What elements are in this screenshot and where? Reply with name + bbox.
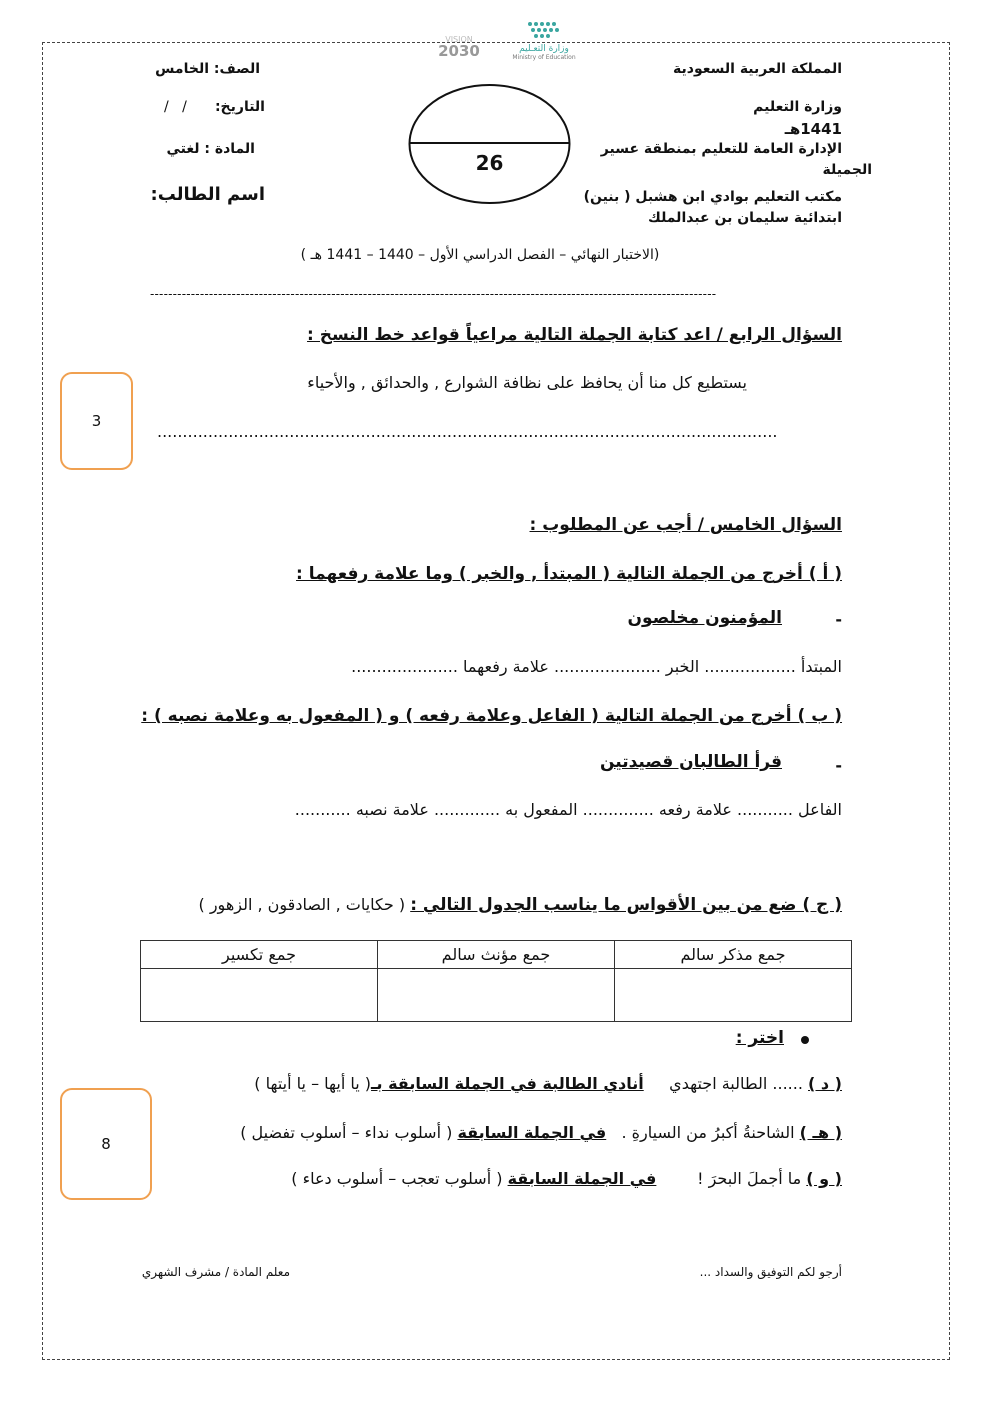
q5f-question: في الجملة السابقة (507, 1169, 657, 1188)
score-oval-shape (407, 83, 572, 205)
vision-2030-logo (416, 30, 502, 60)
q5c-title: ( ج ) ضع من بين الأقواس ما يناسب الجدول التالي : (410, 895, 842, 915)
q5f-options: ( أسلوب تعجب – أسلوب دعاء ) (291, 1169, 503, 1188)
answer-cell[interactable] (141, 969, 378, 1022)
q5a-bullet: - (835, 610, 842, 629)
svg-text:2030: 2030 (438, 42, 480, 60)
school-name: ابتدائية سليمان بن عبدالملك (648, 210, 842, 226)
q5e-text: الشاحنةُ أكبرُ من السيارةِ . (621, 1123, 795, 1142)
footer-wish: أرجو لكم التوفيق والسداد ... (699, 1265, 842, 1279)
q5d-label: ( د ) (808, 1074, 842, 1093)
date-label: التاريخ: (214, 99, 265, 115)
education-admin: الإدارة العامة للتعليم بمنطقة عسير (600, 141, 842, 157)
q5b-sentence: قرأ الطالبان قصيدتين (599, 752, 782, 772)
q5-mark-box (60, 1088, 152, 1200)
q4-sentence: يستطيع كل منا أن يحافظ على نظافة الشوارع , والحدائق , والأحياء (307, 373, 747, 392)
q5e-label: ( هـ ) (799, 1123, 842, 1142)
q4-title: السؤال الرابع / اعد كتابة الجملة التالية مراعياً قواعد خط النسخ : (307, 325, 842, 345)
question-e (240, 1123, 842, 1142)
q5a-sentence: المؤمنون مخلصون (627, 608, 782, 628)
table-header-cell: جمع مؤنث سالم (378, 941, 615, 969)
q5c-words: ( حكايات , الصادقون , الزهور ) (198, 895, 406, 914)
table-header-cell: جمع تكسير (141, 941, 378, 969)
question-d (254, 1074, 842, 1093)
divider-line: ----------------------------------------------------------------------------------------------------------------------------- (150, 287, 717, 301)
page-border (42, 42, 950, 1360)
ministry-dots-icon (524, 20, 564, 40)
q5e-question: في الجملة السابقة (457, 1123, 607, 1142)
total-score: 26 (475, 151, 504, 175)
q5b-bullet: - (835, 756, 842, 775)
q5b-title: ( ب ) أخرج من الجملة التالية ( الفاعل وعلامة رفعه ) و ( المفعول به وعلامة نصبه ) : (141, 706, 842, 726)
q4-answer-line: .......................................................................................................................... (157, 422, 778, 441)
subject-label: المادة : لغتي (166, 141, 255, 157)
ministry-logo-ar: وزارة التعـليم (519, 44, 569, 54)
q5-mark: 8 (101, 1135, 111, 1153)
education-office: مكتب التعليم بوادي ابن هشبل ( بنين) (583, 189, 842, 205)
q5a-answer: المبتدأ .................. الخبر ..................... علامة رفعهما ..................... (351, 657, 842, 676)
vision-logo-graphic (416, 30, 502, 60)
choose-label: اختر : (735, 1028, 784, 1048)
ministry-name: وزارة التعليم (753, 99, 842, 115)
q5d-question: أنادي الطالبة في الجملة السابقة بـ (371, 1074, 644, 1093)
question-f (291, 1169, 842, 1188)
q5d-text: ...... الطالبة اجتهدي (669, 1074, 803, 1093)
education-admin-cont: الجميلة (822, 162, 872, 178)
q4-mark-box (60, 372, 133, 470)
q4-mark: 3 (91, 412, 102, 430)
q5d-options: ( يا أيها – يا أيتها ) (254, 1074, 372, 1093)
plurals-table (140, 940, 852, 1022)
q5-title: السؤال الخامس / أجب عن المطلوب : (529, 515, 842, 535)
kingdom-name: المملكة العربية السعودية (673, 61, 842, 77)
answer-cell[interactable] (378, 969, 615, 1022)
q5f-label: ( و ) (806, 1169, 842, 1188)
q5f-text: ما أجملَ البحرَ ! (697, 1169, 802, 1188)
table-header-row (141, 941, 852, 969)
ministry-logo (508, 20, 580, 64)
choose-bullet-icon (801, 1036, 809, 1044)
q5e-options: ( أسلوب نداء – أسلوب تفضيل ) (240, 1123, 453, 1142)
table-header-cell: جمع مذكر سالم (615, 941, 852, 969)
grade-label: الصف: الخامس (155, 61, 260, 77)
q5a-title: ( أ ) أخرج من الجملة التالية ( المبتدأ , والخبر ) وما علامة رفعهما : (296, 564, 842, 584)
ministry-logo-en: Ministry of Education (512, 54, 576, 61)
q5b-answer: الفاعل ........... علامة رفعه .............. المفعول به ............. علامة نصبه ........... (294, 800, 842, 819)
exam-title: (الاختبار النهائي – الفصل الدراسي الأول – 1440 – 1441 هـ ) (300, 247, 660, 263)
svg-text:VISION: VISION (445, 35, 473, 44)
hijri-year: 1441هـ (784, 120, 842, 138)
student-name-label: اسم الطالب: (150, 184, 265, 205)
q5c-line (199, 895, 843, 915)
score-oval (407, 83, 572, 205)
footer-teacher: معلم المادة / مشرف الشهري (141, 1265, 290, 1279)
date-slashes: / / (164, 99, 187, 115)
table-answer-row (141, 969, 852, 1022)
answer-cell[interactable] (615, 969, 852, 1022)
